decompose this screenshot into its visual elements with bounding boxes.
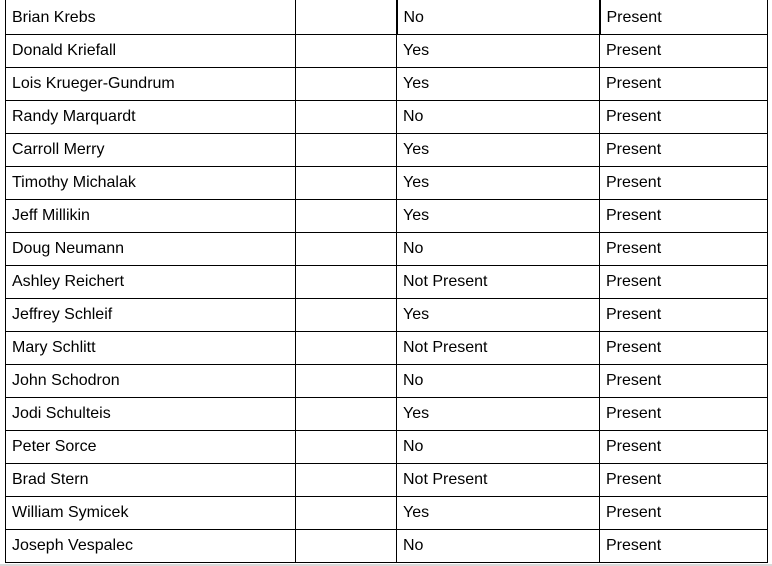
- attendance-cell: Present: [600, 431, 768, 464]
- blank-cell: [296, 233, 397, 266]
- blank-cell: [296, 68, 397, 101]
- table-row: [6, 101, 768, 134]
- vote-cell: Yes: [397, 497, 600, 530]
- blank-cell: [296, 530, 397, 563]
- vote-cell: No: [397, 431, 600, 464]
- vote-cell: No: [397, 530, 600, 563]
- member-name-cell: Timothy Michalak: [6, 167, 296, 200]
- attendance-cell: Present: [600, 0, 768, 35]
- member-name-cell: Jodi Schulteis: [6, 398, 296, 431]
- blank-cell: [296, 101, 397, 134]
- attendance-cell: Present: [600, 497, 768, 530]
- vote-cell: Yes: [397, 299, 600, 332]
- attendance-cell: Present: [600, 233, 768, 266]
- member-name-cell: Peter Sorce: [6, 431, 296, 464]
- member-name-cell: Lois Krueger-Gundrum: [6, 68, 296, 101]
- member-name-cell: William Symicek: [6, 497, 296, 530]
- vote-cell: No: [397, 365, 600, 398]
- blank-cell: [296, 266, 397, 299]
- attendance-cell: Present: [600, 530, 768, 563]
- attendance-cell: Present: [600, 464, 768, 497]
- attendance-cell: Present: [600, 68, 768, 101]
- table-row: [6, 365, 768, 398]
- attendance-cell: Present: [600, 101, 768, 134]
- member-name-cell: Jeffrey Schleif: [6, 299, 296, 332]
- vote-cell: Not Present: [397, 464, 600, 497]
- table-row: [6, 233, 768, 266]
- vote-cell: Yes: [397, 167, 600, 200]
- table-row: [6, 464, 768, 497]
- blank-cell: [296, 431, 397, 464]
- vote-cell: Yes: [397, 35, 600, 68]
- vote-cell: No: [397, 233, 600, 266]
- blank-cell: [296, 299, 397, 332]
- blank-cell: [296, 365, 397, 398]
- blank-cell: [296, 167, 397, 200]
- attendance-cell: Present: [600, 365, 768, 398]
- table-row: [6, 398, 768, 431]
- table-row: [6, 299, 768, 332]
- vote-cell: No: [397, 0, 600, 35]
- vote-cell: No: [397, 101, 600, 134]
- table-row: [6, 35, 768, 68]
- vote-cell: Not Present: [397, 332, 600, 365]
- member-name-cell: Doug Neumann: [6, 233, 296, 266]
- roll-call-table: [5, 0, 768, 563]
- attendance-cell: Present: [600, 398, 768, 431]
- member-name-cell: Jeff Millikin: [6, 200, 296, 233]
- blank-cell: [296, 200, 397, 233]
- table-row: [6, 0, 768, 35]
- blank-cell: [296, 134, 397, 167]
- vote-cell: Yes: [397, 68, 600, 101]
- attendance-cell: Present: [600, 35, 768, 68]
- member-name-cell: Donald Kriefall: [6, 35, 296, 68]
- attendance-cell: Present: [600, 266, 768, 299]
- attendance-cell: Present: [600, 200, 768, 233]
- vote-cell: Yes: [397, 398, 600, 431]
- member-name-cell: John Schodron: [6, 365, 296, 398]
- member-name-cell: Mary Schlitt: [6, 332, 296, 365]
- blank-cell: [296, 332, 397, 365]
- table-row: [6, 530, 768, 563]
- table-row: [6, 167, 768, 200]
- table-row: [6, 332, 768, 365]
- attendance-cell: Present: [600, 332, 768, 365]
- table-row: [6, 200, 768, 233]
- member-name-cell: Randy Marquardt: [6, 101, 296, 134]
- blank-cell: [296, 35, 397, 68]
- attendance-cell: Present: [600, 299, 768, 332]
- vote-cell: Not Present: [397, 266, 600, 299]
- table-row: [6, 497, 768, 530]
- blank-cell: [296, 464, 397, 497]
- member-name-cell: Brian Krebs: [6, 0, 296, 35]
- member-name-cell: Carroll Merry: [6, 134, 296, 167]
- table-row: [6, 134, 768, 167]
- roll-call-body: [6, 0, 768, 563]
- vote-cell: Yes: [397, 134, 600, 167]
- table-row: [6, 68, 768, 101]
- blank-cell: [296, 398, 397, 431]
- table-row: [6, 431, 768, 464]
- blank-cell: [296, 497, 397, 530]
- blank-cell: [296, 0, 397, 35]
- attendance-cell: Present: [600, 167, 768, 200]
- table-row: [6, 266, 768, 299]
- vote-cell: Yes: [397, 200, 600, 233]
- member-name-cell: Joseph Vespalec: [6, 530, 296, 563]
- member-name-cell: Ashley Reichert: [6, 266, 296, 299]
- member-name-cell: Brad Stern: [6, 464, 296, 497]
- attendance-cell: Present: [600, 134, 768, 167]
